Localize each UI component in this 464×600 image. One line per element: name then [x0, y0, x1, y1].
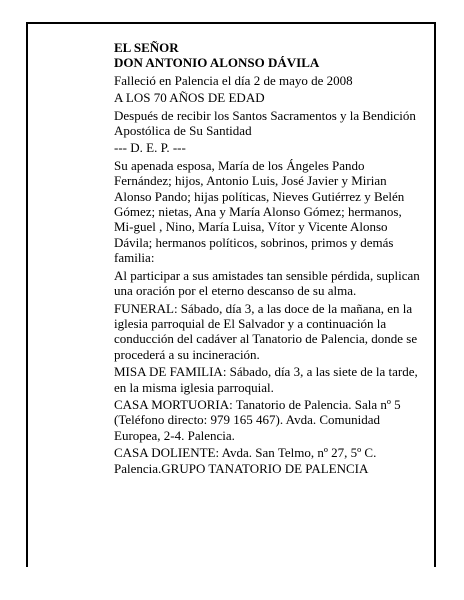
- deceased-name: DON ANTONIO ALONSO DÁVILA: [114, 55, 320, 71]
- age-line: A LOS 70 AÑOS DE EDAD: [114, 90, 265, 106]
- dep-line: --- D. E. P. ---: [114, 140, 186, 156]
- funeral-text: FUNERAL: Sábado, día 3, a las doce de la mañana, en la iglesia parroquial de El Salvador y a continuación la conducción del cadáver al Tanatorio de Palencia, donde se procederá a su incineración.: [114, 300, 418, 362]
- request-text: Al participar a sus amistades tan sensible pérdida, suplican una oración por el eterno descanso de su alma.: [114, 267, 420, 299]
- death-date: Falleció en Palencia el día 2 de mayo de 2008: [114, 72, 353, 88]
- casa-mortuoria-text: CASA MORTUORIA: Tanatorio de Palencia. Sala nº 5 (Teléfono directo: 979 165 467). Avda. Comunidad Europea, 2-4. Palencia.: [114, 396, 401, 443]
- casa-doliente-text: CASA DOLIENTE: Avda. San Telmo, nº 27, 5º C. Palencia.GRUPO TANATORIO DE PALENCIA: [114, 445, 377, 476]
- title-line: EL SEÑOR: [114, 40, 179, 55]
- family-text: Su apenada esposa, María de los Ángeles Pando Fernández; hijos, Antonio Luis, José Javier y Mirian Alonso Pando; hijas políticas, Nieves Gutiérrez y Belén Gómez; nietas, Ana y María Alonso Gómez; hermanos, Mi-guel , Nino, María Luisa, Vítor y Vicente Alonso Dávila; hermanos políticos, sobrinos, primos y demás familia:: [114, 157, 405, 266]
- obituary-notice: [114, 40, 420, 476]
- family-mass-text: MISA DE FAMILIA: Sábado, día 3, a las siete de la tarde, en la misma iglesia parroquial.: [114, 364, 418, 395]
- sacraments-text: Después de recibir los Santos Sacramentos y la Bendición Apostólica de Su Santidad: [114, 107, 416, 139]
